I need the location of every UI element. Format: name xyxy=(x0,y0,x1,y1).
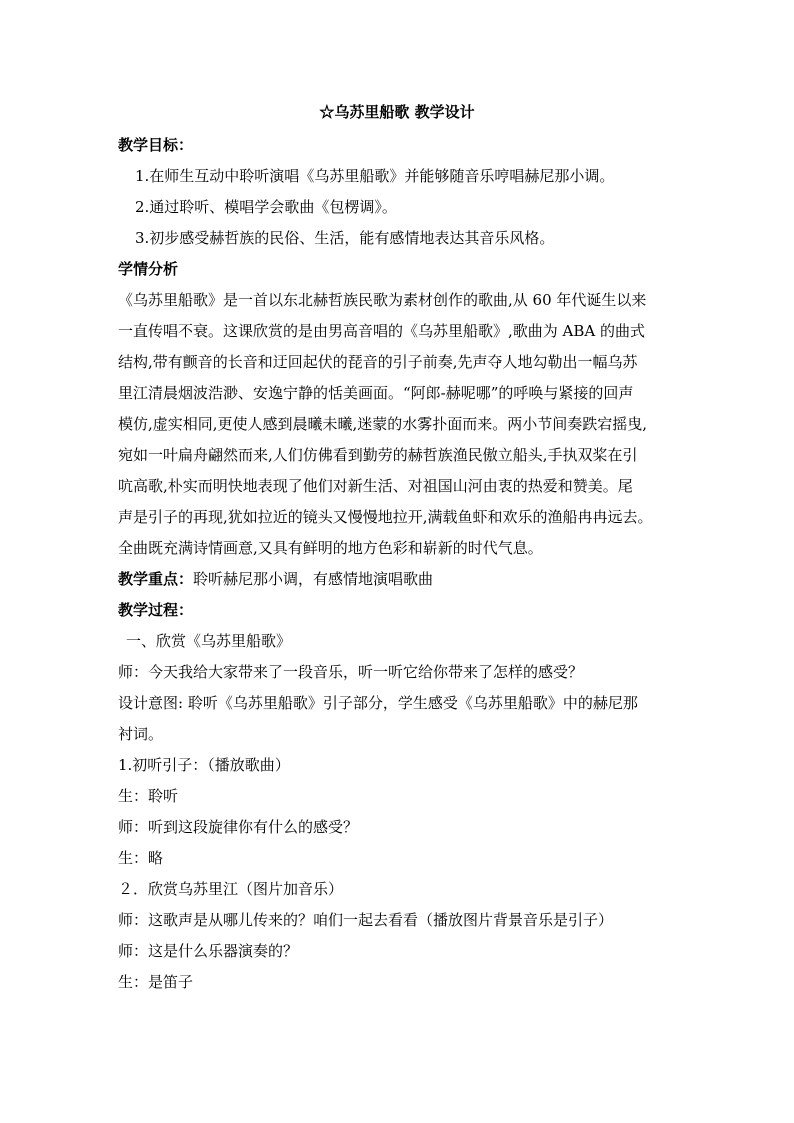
goals-heading: 教学目标： xyxy=(118,136,194,154)
analysis-line: 《乌苏里船歌》是一首以东北赫哲族民歌为素材创作的歌曲,从 60 年代诞生以来 xyxy=(118,291,647,309)
process-line: ２．欣赏乌苏里江（图片加音乐） xyxy=(118,880,344,898)
analysis-line: 全曲既充满诗情画意,又具有鲜明的地方色彩和崭新的时代气息。 xyxy=(118,539,543,557)
analysis-line: 里江清晨烟波浩渺、安逸宁静的恬美画面。“阿郎-赫呢哪”的呼唤与紧接的回声 xyxy=(118,384,634,402)
analysis-heading: 学情分析 xyxy=(118,260,179,278)
analysis-line: 模仿,虚实相同,更使人感到晨曦未曦,迷蒙的水雾扑面而来。两小节间奏跌宕摇曳, xyxy=(118,415,648,433)
process-section-title: 一、欣赏《乌苏里船歌》 xyxy=(126,632,292,650)
analysis-line: 结构,带有颤音的长音和迂回起伏的琵音的引子前奏,先声夺人地勾勒出一幅乌苏 xyxy=(118,353,638,371)
focus-label: 教学重点： xyxy=(118,570,194,588)
process-line: 生：略 xyxy=(118,849,164,867)
document-title: ☆乌苏里船歌 教学设计 xyxy=(319,103,475,121)
process-line: 师：今天我给大家带来了一段音乐，听一听它给你带来了怎样的感受？ xyxy=(118,663,584,681)
analysis-line: 一直传唱不衰。这课欣赏的是由男高音唱的《乌苏里船歌》,歌曲为 ABA 的曲式 xyxy=(118,322,645,340)
analysis-line: 吭高歌,朴实而明快地表现了他们对新生活、对祖国山河由衷的热爱和赞美。尾 xyxy=(118,477,633,495)
process-line: 师：这是什么乐器演奏的？ xyxy=(118,942,299,960)
focus-line xyxy=(118,564,688,595)
goal-item: 2.通过聆听、模唱学会歌曲《包楞调》。 xyxy=(135,198,397,216)
goal-item: 3.初步感受赫哲族的民俗、生活，能有感情地表达其音乐风格。 xyxy=(135,229,555,247)
process-line: 生：聆听 xyxy=(118,787,179,805)
process-line: 师：这歌声是从哪儿传来的？咱们一起去看看（播放图片背景音乐是引子） xyxy=(118,911,614,929)
document-body xyxy=(118,130,688,998)
analysis-line: 声是引子的再现,犹如拉近的镜头又慢慢地拉开,满载鱼虾和欢乐的渔船冉冉远去。 xyxy=(118,508,653,526)
process-line: 生：是笛子 xyxy=(118,973,194,991)
process-heading: 教学过程： xyxy=(118,601,194,619)
analysis-line: 宛如一叶扁舟翩然而来,人们仿佛看到勤劳的赫哲族渔民傲立船头,手执双桨在引 xyxy=(118,446,638,464)
process-line: 设计意图: 聆听《乌苏里船歌》引子部分，学生感受《乌苏里船歌》中的赫尼那 xyxy=(118,694,638,712)
focus-text: 聆听赫尼那小调，有感情地演唱歌曲 xyxy=(193,570,434,588)
goal-item: 1.在师生互动中聆听演唱《乌苏里船歌》并能够随音乐哼唱赫尼那小调。 xyxy=(135,167,615,185)
process-line: 衬词。 xyxy=(118,725,164,743)
process-line: 师：听到这段旋律你有什么的感受？ xyxy=(118,818,359,836)
process-line: 1.初听引子：（播放歌曲） xyxy=(118,756,290,774)
